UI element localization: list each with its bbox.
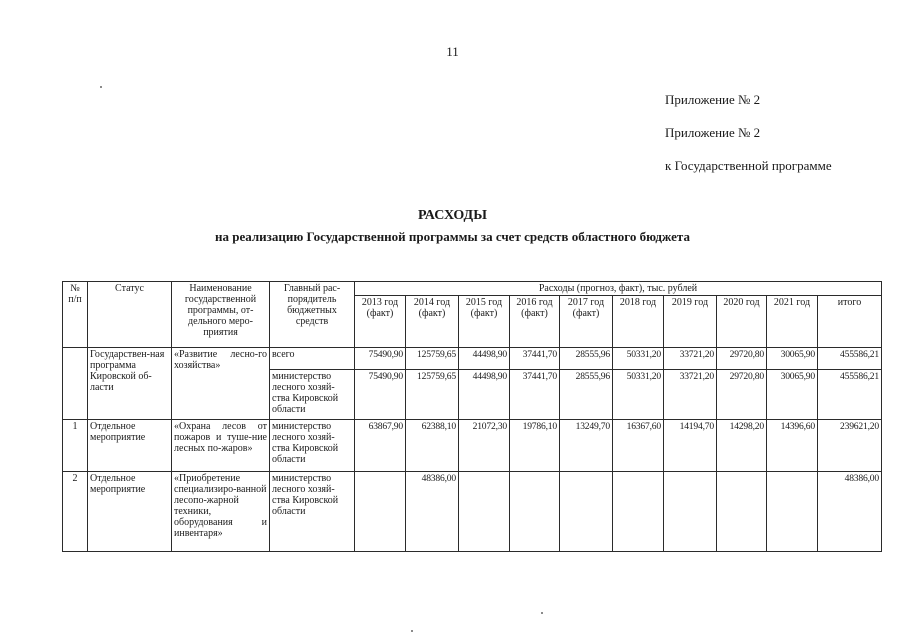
header-year-note: (факт): [418, 308, 446, 319]
header-year-label: 2015 год: [465, 297, 503, 308]
cell-value: 37441,70: [510, 370, 560, 420]
scan-speck: [100, 86, 102, 88]
cell-value: 29720,80: [717, 348, 767, 370]
cell-value: [767, 472, 818, 552]
cell-value: 30065,90: [767, 370, 818, 420]
header-num: № п/п: [63, 282, 88, 348]
header-year-label: 2018 год: [619, 297, 657, 308]
cell-value: [717, 472, 767, 552]
header-year: [510, 296, 560, 348]
cell-name: «Приобретение специализиро-ванной лесопо-жарной техники, оборудования и инвентаря»: [172, 472, 270, 552]
cell-value: 125759,65: [406, 370, 459, 420]
cell-value: [510, 472, 560, 552]
header-year-label: 2013 год: [361, 297, 399, 308]
header-year-note: (факт): [470, 308, 498, 319]
cell-value: 50331,20: [613, 370, 664, 420]
cell-value: 14194,70: [664, 420, 717, 472]
budget-table: [62, 281, 882, 552]
cell-value: 48386,00: [406, 472, 459, 552]
cell-value: 13249,70: [560, 420, 613, 472]
cell-total: 455586,21: [818, 348, 882, 370]
cell-value: [664, 472, 717, 552]
header-year-label: 2019 год: [671, 297, 709, 308]
scan-speck: [411, 630, 413, 632]
header-year-label: 2020 год: [723, 297, 760, 308]
cell-num: [63, 348, 88, 420]
header-admin: Главный рас-порядитель бюджетных средств: [270, 282, 355, 348]
scan-speck: [541, 612, 543, 614]
page-number: 11: [446, 44, 459, 59]
header-year-note: (факт): [572, 308, 600, 319]
header-year: [406, 296, 459, 348]
cell-value: 75490,90: [355, 348, 406, 370]
cell-admin: министерство лесного хозяй-ства Кировской области: [270, 472, 355, 552]
cell-value: 14298,20: [717, 420, 767, 472]
header-row-1: [63, 282, 882, 296]
cell-total: 48386,00: [818, 472, 882, 552]
cell-value: 28555,96: [560, 370, 613, 420]
header-total: итого: [818, 296, 882, 348]
cell-admin: министерство лесного хозяй-ства Кировской области: [270, 420, 355, 472]
cell-value: [560, 472, 613, 552]
appendix-line-3: к Государственной программе: [665, 158, 832, 173]
header-year: [613, 296, 664, 348]
cell-value: 44498,90: [459, 348, 510, 370]
cell-value: 28555,96: [560, 348, 613, 370]
cell-value: [355, 472, 406, 552]
cell-value: 50331,20: [613, 348, 664, 370]
cell-value: 29720,80: [717, 370, 767, 420]
cell-num: 2: [63, 472, 88, 552]
cell-value: 21072,30: [459, 420, 510, 472]
cell-num: 1: [63, 420, 88, 472]
header-status: Статус: [88, 282, 172, 348]
cell-value: 37441,70: [510, 348, 560, 370]
table-row: [63, 472, 882, 552]
cell-value: 62388,10: [406, 420, 459, 472]
header-expenses-group: Расходы (прогноз, факт), тыс. рублей: [355, 282, 882, 296]
cell-value: 14396,60: [767, 420, 818, 472]
header-year: [560, 296, 613, 348]
header-year: [459, 296, 510, 348]
cell-value: 16367,60: [613, 420, 664, 472]
cell-value: 44498,90: [459, 370, 510, 420]
header-year-label: 2017 год: [567, 297, 605, 308]
cell-value: 30065,90: [767, 348, 818, 370]
header-year: [355, 296, 406, 348]
header-year: [664, 296, 717, 348]
document-title: РАСХОДЫ: [418, 208, 487, 223]
cell-status: Отдельное мероприятие: [88, 420, 172, 472]
cell-admin: всего: [270, 348, 355, 370]
cell-value: 19786,10: [510, 420, 560, 472]
cell-status: Отдельное мероприятие: [88, 472, 172, 552]
header-year-note: (факт): [366, 308, 394, 319]
header-year-note: (факт): [521, 308, 548, 319]
cell-value: 125759,65: [406, 348, 459, 370]
table-row: [63, 348, 882, 370]
cell-name: «Охрана лесов от пожаров и туше-ние лесных по-жаров»: [172, 420, 270, 472]
header-year-label: 2016 год: [516, 297, 553, 308]
cell-total: 455586,21: [818, 370, 882, 420]
header-year: [717, 296, 767, 348]
cell-total: 239621,20: [818, 420, 882, 472]
header-year: [767, 296, 818, 348]
cell-value: [613, 472, 664, 552]
document-subtitle: на реализацию Государственной программы за счет средств областного бюджета: [215, 229, 690, 244]
header-name: Наименование государственной программы, от-дельного меро-приятия: [172, 282, 270, 348]
cell-value: [459, 472, 510, 552]
cell-value: 63867,90: [355, 420, 406, 472]
cell-value: 33721,20: [664, 370, 717, 420]
header-year-label: 2021 год: [773, 297, 811, 308]
table-row: [63, 420, 882, 472]
cell-status: Государствен-ная программа Кировской об-ласти: [88, 348, 172, 420]
cell-admin: министерство лесного хозяй-ства Кировской области: [270, 370, 355, 420]
header-year-label: 2014 год: [413, 297, 451, 308]
appendix-line-1: Приложение № 2: [665, 92, 761, 107]
cell-name: «Развитие лесно-го хозяйства»: [172, 348, 270, 420]
cell-value: 33721,20: [664, 348, 717, 370]
cell-value: 75490,90: [355, 370, 406, 420]
appendix-line-2: Приложение № 2: [665, 125, 761, 140]
